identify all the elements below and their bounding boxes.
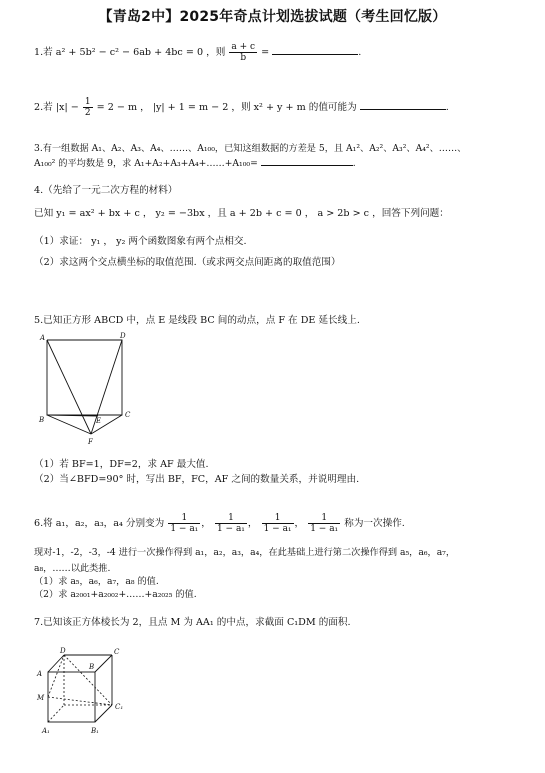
- q6-frac-1-den: 1 − a₁: [170, 524, 199, 534]
- q2-rest: = 2 − m ， |y| + 1 = m − 2 ，则 x² + y + m 的值可能为: [96, 102, 357, 113]
- cube-label-b: B: [89, 663, 95, 671]
- q6-line2: 现对-1，-2，-3，-4 进行一次操作得到 a₁，a₂，a₃，a₄，在此基础上进行第二次操作得到 a₅，a₆，a₇，: [34, 547, 456, 558]
- q6-line3: a₈，……以此类推.: [34, 563, 111, 574]
- question-1: 1.若 a² + 5b² − c² − 6ab + 4bc = 0 ，则 $\frac{a + c}{b}$ = .: [34, 42, 362, 63]
- label-e: E: [96, 417, 102, 425]
- label-c: C: [125, 411, 131, 419]
- q6-prefix: 6.将 a₁，a₂，a₃，a₄ 分别变为: [34, 518, 165, 529]
- label-f: F: [88, 438, 93, 446]
- q3-line2-wrap: A₁₀₀² 的平均数是 9，求 A₁+A₂+A₃+A₄+……+A₁₀₀= .: [34, 155, 356, 169]
- edge-b1-c1: [95, 705, 112, 722]
- q3-line1: 3.有一组数据 A₁、A₂、A₃、A₄、……、A₁₀₀，已知这组数据的方差是 5，且 A₁²、A₂²、A₃²、A₄²、……、: [34, 143, 467, 154]
- question-2: 2.若 |x| − $\frac{1}{2}$ = 2 − m ， |y| + 1 = m − 2 ，则 x² + y + m 的值可能为 .: [34, 97, 449, 118]
- q6-frac-4-num: 1: [308, 513, 340, 524]
- q6-frac-2-num: 1: [215, 513, 247, 524]
- q2-frac-num: 1: [84, 97, 91, 107]
- q6-fraction-2: [215, 513, 247, 534]
- edge-a-d: [48, 655, 64, 672]
- q4-given: 已知 y₁ = ax² + bx + c ， y₂ = −3bx ，且 a + 2b + c = 0 ， a > 2b > c ，回答下列问题：: [34, 208, 449, 219]
- q3-line2: A₁₀₀² 的平均数是 9，求 A₁+A₂+A₃+A₄+……+A₁₀₀=: [34, 158, 258, 169]
- q6-suffix: 称为一次操作.: [344, 518, 405, 529]
- q5-text: 5.已知正方形 ABCD 中，点 E 是线段 BC 间的动点，点 F 在 DE 延长线上.: [34, 315, 360, 326]
- cube-label-a: A: [37, 670, 43, 678]
- q1-equals: =: [261, 47, 270, 58]
- q1-text: 1.若 a² + 5b² − c² − 6ab + 4bc = 0 ，则: [34, 47, 226, 58]
- section-m-d: [48, 655, 64, 697]
- cube-label-a1: A₁: [42, 727, 50, 735]
- q4-head: 4.（先给了一元二次方程的材料）: [34, 185, 178, 196]
- label-a: A: [40, 334, 46, 342]
- q6-frac-3-den: 1 − a₁: [263, 524, 292, 534]
- square-abcd-outline: [47, 340, 122, 415]
- q2-fraction: [83, 97, 93, 118]
- cube-figure: [34, 645, 134, 737]
- q6-part2: （2）求 a₂₀₀₁+a₂₀₀₂+……+a₂₀₂₅ 的值.: [34, 589, 197, 600]
- segment-af: [47, 340, 91, 434]
- edge-b-c: [95, 655, 112, 672]
- question-6: 6.将 a₁，a₂，a₃，a₄ 分别变为 $\frac{1}{\text{1 − a₁}}$ ， $\frac{1}{\text{1 − a₁}}$ ， $\frac{1}{\text{1 − a₁}}$ ， $\frac{1}{\text{1 − a₁}}$ 称为一次操作.: [34, 513, 405, 534]
- cube-label-d: D: [60, 647, 66, 655]
- cube-label-c1: C₁: [115, 703, 124, 711]
- section-m-c1: [48, 697, 112, 705]
- q6-part1: （1）求 a₅，a₆，a₇，a₈ 的值.: [34, 576, 159, 587]
- q3-answer-blank[interactable]: [261, 155, 353, 166]
- square-figure: [36, 330, 146, 448]
- q2-frac-den: 2: [84, 108, 91, 118]
- q6-frac-2-den: 1 − a₁: [216, 524, 245, 534]
- cube-label-b1: B₁: [91, 727, 99, 735]
- q7-text: 7.已知该正方体棱长为 2，且点 M 为 AA₁ 的中点，求截面 C₁DM 的面积.: [34, 617, 351, 628]
- q6-frac-3-num: 1: [262, 513, 294, 524]
- q6-fraction-1: [168, 513, 200, 534]
- q6-fraction-3: [262, 513, 294, 534]
- q5-part2: （2）当∠BFD=90° 时，写出 BF，FC，AF 之间的数量关系，并说明理由.: [34, 474, 360, 485]
- q6-fraction-4: [308, 513, 340, 534]
- cube-label-m: M: [37, 694, 45, 702]
- q1-answer-blank[interactable]: [272, 44, 358, 55]
- q4-part1: （1）求证： y₁ ， y₂ 两个函数图象有两个点相交.: [34, 236, 247, 247]
- q2-prefix: 2.若 |x| −: [34, 102, 79, 113]
- page-title: 【青岛2中】2025年奇点计划选拔试题（考生回忆版）: [98, 9, 447, 25]
- label-b: B: [39, 416, 45, 424]
- segment-bf: [47, 415, 91, 434]
- q4-part2: （2）求这两个交点横坐标的取值范围.（或求两交点间距离的取值范围）: [34, 257, 341, 268]
- cube-front-face: [48, 672, 95, 722]
- q6-frac-1-num: 1: [168, 513, 200, 524]
- q6-frac-4-den: 1 − a₁: [310, 524, 339, 534]
- hidden-edge-a1-d1: [48, 705, 64, 722]
- q1-frac-num: a + c: [231, 42, 256, 52]
- q5-part1: （1）若 BF=1，DF=2，求 AF 最大值.: [34, 459, 209, 470]
- q1-frac-den: b: [240, 53, 247, 63]
- q1-fraction: [229, 42, 257, 63]
- q2-answer-blank[interactable]: [360, 99, 446, 110]
- cube-label-c: C: [114, 648, 120, 656]
- label-d: D: [120, 332, 126, 340]
